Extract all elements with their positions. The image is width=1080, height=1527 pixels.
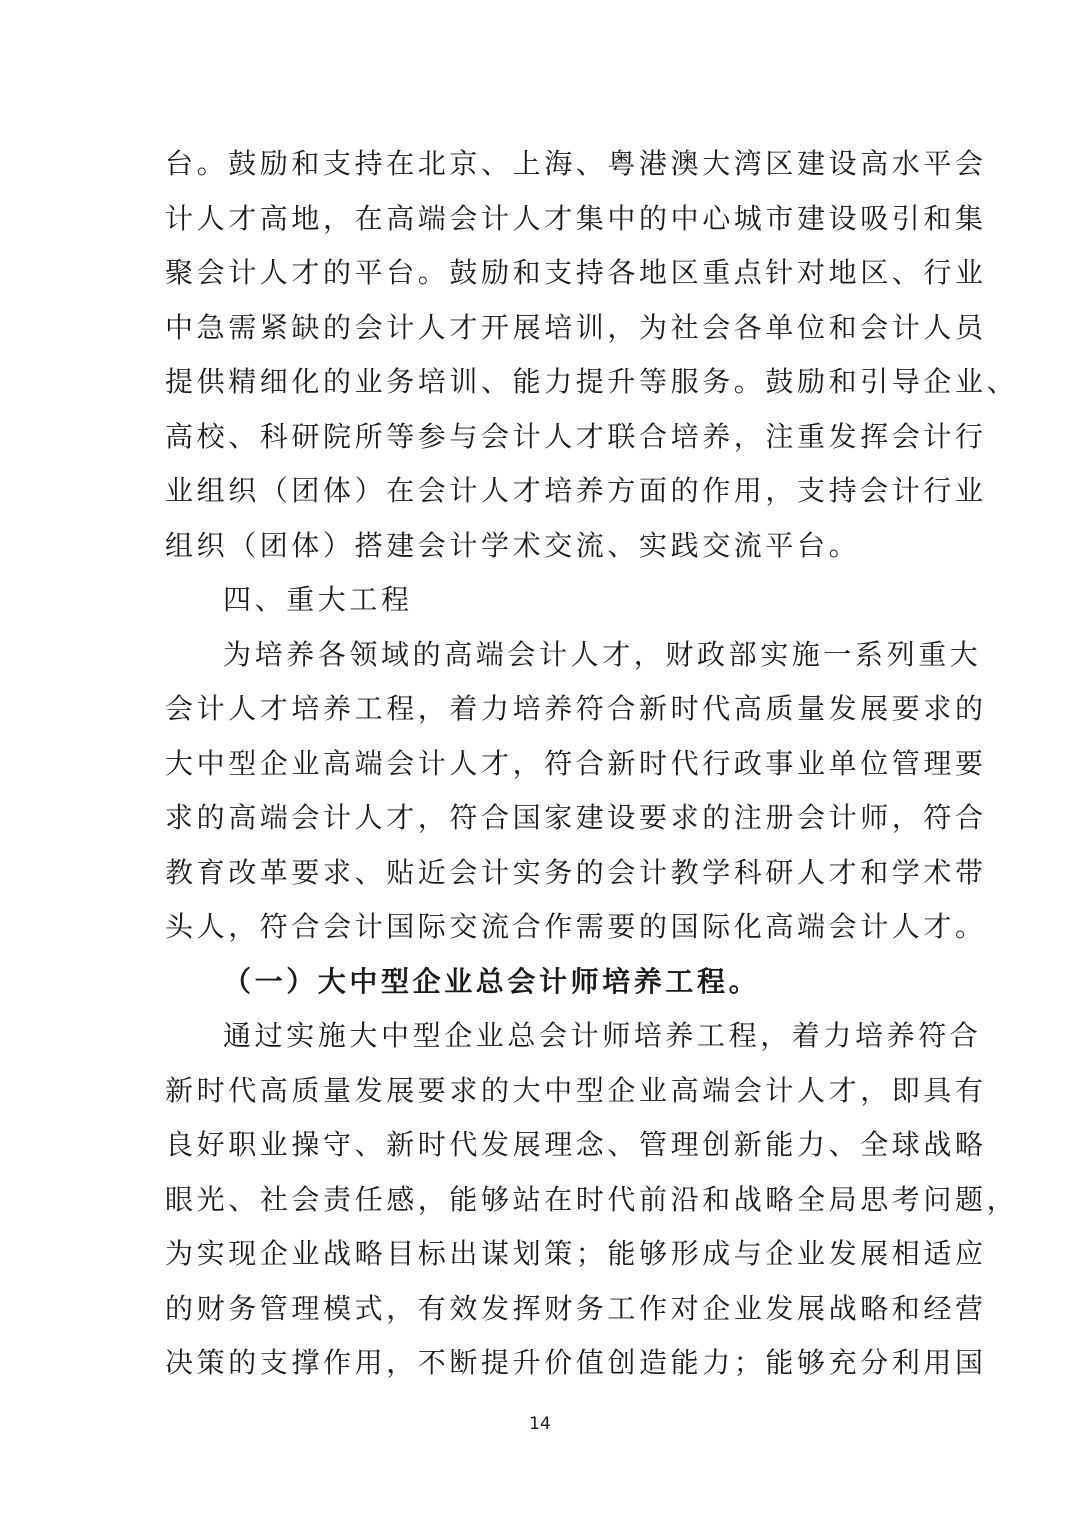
paragraph-line: 组织（团体）搭建会计学术交流、实践交流平台。 <box>165 528 861 562</box>
paragraph-line: 决策的支撑作用，不断提升价值创造能力；能够充分利用国 <box>165 1346 987 1379</box>
page-number: 14 <box>529 1414 551 1434</box>
paragraph-line: 计人才高地，在高端会计人才集中的中心城市建设吸引和集 <box>165 201 987 235</box>
paragraph-line: 聚会计人才的平台。鼓励和支持各地区重点针对地区、行业 <box>165 256 987 289</box>
paragraph-line: 为培养各领域的高端会计人才，财政部实施一系列重大 <box>223 637 982 671</box>
paragraph-line: 教育改革要求、贴近会计实务的会计教学科研人才和学术带 <box>165 855 987 889</box>
paragraph-line: 高校、科研院所等参与会计人才联合培养，注重发挥会计行 <box>165 419 987 453</box>
document-body <box>165 137 1019 1391</box>
paragraph-line: 头人，符合会计国际交流合作需要的国际化高端会计人才。 <box>165 910 987 943</box>
paragraph-line: 大中型企业高端会计人才，符合新时代行政事业单位管理要 <box>165 746 987 780</box>
paragraph-line: 为实现企业战略目标出谋划策；能够形成与企业发展相适应 <box>165 1237 987 1270</box>
paragraph-line: 眼光、社会责任感，能够站在时代前沿和战略全局思考问题， <box>165 1182 1019 1216</box>
paragraph-line: 通过实施大中型企业总会计师培养工程，着力培养符合 <box>223 1019 982 1052</box>
paragraph-line: 台。鼓励和支持在北京、上海、粤港澳大湾区建设高水平会 <box>165 147 987 180</box>
subsection-heading: （一）大中型企业总会计师培养工程。 <box>223 964 761 998</box>
paragraph-line: 的财务管理模式，有效发挥财务工作对企业发展战略和经营 <box>165 1291 987 1325</box>
paragraph-line: 业组织（团体）在会计人才培养方面的作用，支持会计行业 <box>165 474 987 507</box>
paragraph-line: 求的高端会计人才，符合国家建设要求的注册会计师，符合 <box>165 801 987 834</box>
section-heading: 四、重大工程 <box>223 583 413 616</box>
paragraph-line: 会计人才培养工程，着力培养符合新时代高质量发展要求的 <box>165 692 987 725</box>
paragraph-line: 新时代高质量发展要求的大中型企业高端会计人才，即具有 <box>165 1073 987 1107</box>
paragraph-line: 提供精细化的业务培训、能力提升等服务。鼓励和引导企业、 <box>165 365 1019 398</box>
paragraph-line: 中急需紧缺的会计人才开展培训，为社会各单位和会计人员 <box>165 310 987 344</box>
paragraph-line: 良好职业操守、新时代发展理念、管理创新能力、全球战略 <box>165 1128 987 1161</box>
